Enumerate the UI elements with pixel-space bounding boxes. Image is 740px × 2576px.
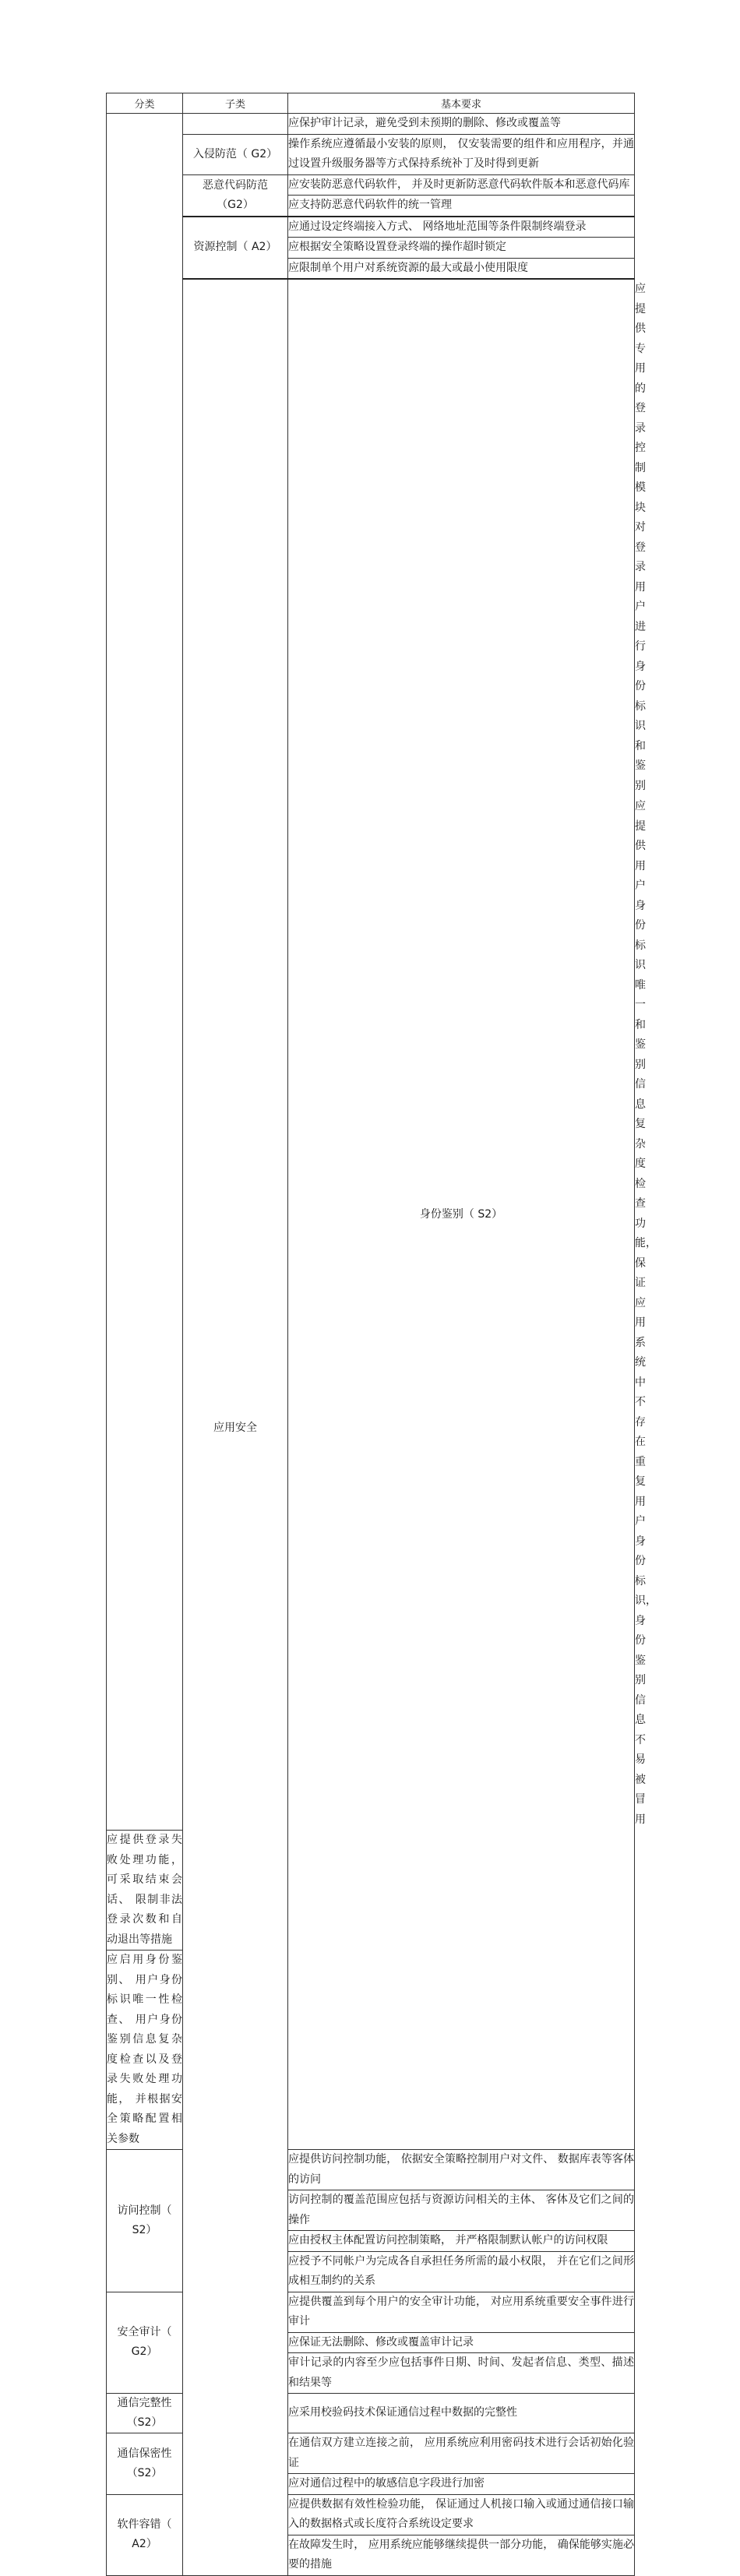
requirement-cell: 操作系统应遵循最小安装的原则， 仅安装需要的组件和应用程序，并通过设置升级服务器等方式保持系统补丁及时得到更新 bbox=[288, 134, 635, 174]
category-cell-1 bbox=[107, 114, 183, 1831]
requirement-cell: 应限制单个用户对系统资源的最大或最小使用限度 bbox=[288, 258, 635, 279]
subcategory-access bbox=[107, 2150, 183, 2292]
table-row: 应提供用户身份标识唯一和鉴别信息复杂度检查功能， 保证应用系统中不存在重复用户身份标识， 身份鉴别信息不易被冒用 bbox=[635, 800, 657, 1826]
subcategory-label: 资源控制（ A2） bbox=[193, 241, 277, 254]
subcategory-label: 访问控制（ S2） bbox=[117, 2204, 172, 2236]
table-row bbox=[107, 114, 635, 135]
subcategory-malware bbox=[183, 174, 288, 217]
table-row bbox=[107, 174, 635, 196]
subcategory-confidentiality bbox=[107, 2433, 183, 2495]
requirements-table bbox=[106, 93, 657, 2576]
subcategory-audit bbox=[107, 2292, 183, 2394]
subcategory-intrusion bbox=[183, 134, 288, 174]
subcategory-label: 通信保密性（S2） bbox=[117, 2447, 172, 2479]
requirement-cell: 应启用身份鉴别、 用户身份标识唯一性检查、 用户身份鉴别信息复杂度检查以及登录失败处理功能， 并根据安全策略配置相关参数 bbox=[107, 1951, 183, 2150]
table-row: 应用安全 身份鉴别（ S2） 应提供专用的登录控制模块对登录用户进行身份标识和鉴别 bbox=[107, 279, 635, 797]
subcategory-cell-empty bbox=[183, 114, 288, 135]
requirement-cell: 应提供数据有效性检验功能， 保证通过人机接口输入或通过通信接口输入的数据格式或长度符合系统设定要求 bbox=[288, 2494, 635, 2535]
subcategory-label: 入侵防范（ G2） bbox=[192, 147, 278, 160]
subcategory-label: 软件容错（ A2） bbox=[117, 2518, 172, 2550]
requirement-cell: 应根据安全策略设置登录终端的操作超时锁定 bbox=[288, 238, 635, 259]
requirement-cell: 应采用校验码技术保证通信过程中数据的完整性 bbox=[288, 2394, 635, 2433]
subcategory-label: 身份鉴别（ S2） bbox=[419, 1207, 503, 1221]
requirement-cell: 在通信双方建立连接之前， 应用系统应利用密码技术进行会话初始化验证 bbox=[288, 2433, 635, 2474]
requirement-cell: 应支持防恶意代码软件的统一管理 bbox=[288, 196, 635, 217]
subcategory-resource bbox=[183, 217, 288, 280]
subcategory-label: 通信完整性（S2） bbox=[117, 2397, 172, 2429]
requirement-cell: 应提供登录失败处理功能， 可采取结束会话、 限制非法登录次数和自动退出等措施 bbox=[107, 1831, 183, 1951]
header-category: 分类 bbox=[107, 93, 183, 114]
requirement-cell: 访问控制的覆盖范围应包括与资源访问相关的主体、 客体及它们之间的操作 bbox=[288, 2190, 635, 2231]
requirement-cell: 应由授权主体配置访问控制策略， 并严格限制默认帐户的访问权限 bbox=[288, 2231, 635, 2252]
requirement-cell: 应保证无法删除、修改或覆盖审计记录 bbox=[288, 2332, 635, 2353]
table-row bbox=[107, 217, 635, 238]
subcategory-fault bbox=[107, 2494, 183, 2575]
requirement-cell: 应通过设定终端接入方式、 网络地址范围等条件限制终端登录 bbox=[288, 217, 635, 238]
requirement-cell: 在故障发生时， 应用系统应能够继续提供一部分功能， 确保能够实施必要的措施 bbox=[288, 2535, 635, 2575]
header-subcategory: 子类 bbox=[183, 93, 288, 114]
subcategory-identity bbox=[288, 279, 635, 2150]
table-row bbox=[107, 134, 635, 174]
requirement-cell: 应提供覆盖到每个用户的安全审计功能， 对应用系统重要安全事件进行审计 bbox=[288, 2292, 635, 2332]
header-requirement: 基本要求 bbox=[288, 93, 635, 114]
requirement-cell: 审计记录的内容至少应包括事件日期、时间、发起者信息、类型、描述和结果等 bbox=[288, 2353, 635, 2394]
subcategory-label: 恶意代码防范（G2） bbox=[203, 178, 268, 211]
requirement-cell: 应对通信过程中的敏感信息字段进行加密 bbox=[288, 2474, 635, 2495]
category-cell-2: 应用安全 bbox=[183, 279, 288, 2575]
subcategory-label: 安全审计（ G2） bbox=[117, 2326, 172, 2359]
requirement-cell: 应授予不同帐户为完成各自承担任务所需的最小权限， 并在它们之间形成相互制约的关系 bbox=[288, 2251, 635, 2292]
requirement-cell: 应保护审计记录，避免受到未预期的删除、修改或覆盖等 bbox=[288, 114, 635, 135]
header-row bbox=[107, 93, 635, 114]
requirement-cell: 应安装防恶意代码软件， 并及时更新防恶意代码软件版本和恶意代码库 bbox=[288, 174, 635, 196]
subcategory-integrity bbox=[107, 2394, 183, 2433]
requirement-cell: 应提供访问控制功能， 依据安全策略控制用户对文件、 数据库表等客体的访问 bbox=[288, 2150, 635, 2190]
